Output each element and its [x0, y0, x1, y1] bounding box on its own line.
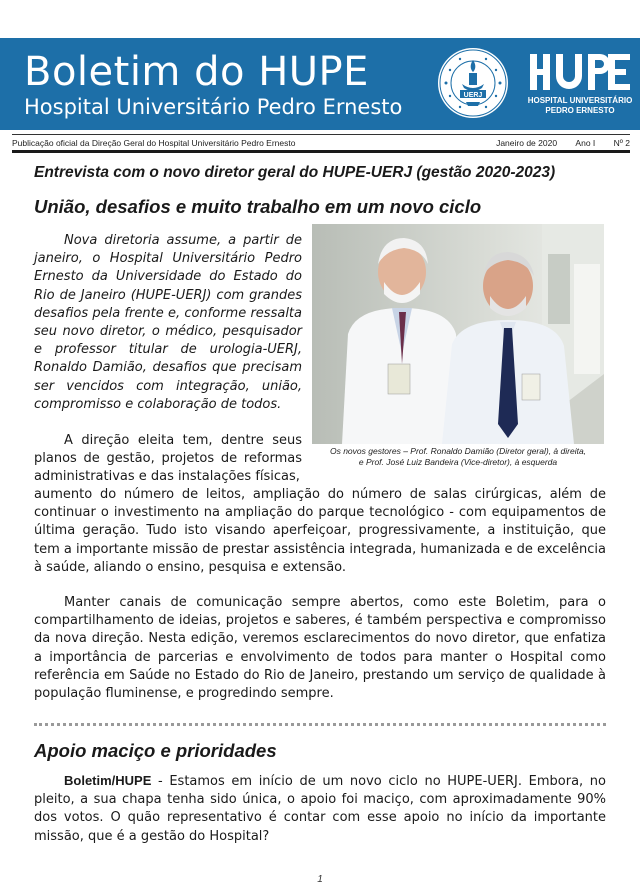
header-divider [12, 134, 630, 135]
uerj-seal-icon [436, 46, 510, 120]
masthead-banner [0, 38, 640, 130]
logo-caption-line2: PEDRO ERNESTO [545, 106, 615, 115]
issue-year: Ano I [575, 138, 596, 148]
page-number: 1 [317, 874, 323, 885]
photo-caption [312, 446, 604, 468]
article-paragraph-3: Manter canais de comunicação sempre abertos, como este Boletim, para o compartilhamento de ideias, projetos e saberes, é também perspectiva e compromisso da nova direção. Nesta edição, veremos esclarecimentos do novo diretor, que enfatiza a importância de parcerias e envolvimento de todos para manter o Hospital como referência em Saúde no Estado do Rio de Janeiro, prestando um serviço de qualidade à população fluminense, e progredindo sempre. [34, 595, 606, 702]
publication-note: Publicação oficial da Direção Geral do Hospital Universitário Pedro Ernesto [12, 138, 296, 148]
newsletter-subtitle: Hospital Universitário Pedro Ernesto [24, 95, 403, 119]
article-intro: Nova diretoria assume, a partir de janeiro, o Hospital Universitário Pedro Ernesto da Universidade do Estado do Rio de Janeiro (HUPE-UERJ) com grandes desafios pela frente e, conforme ressalta seu novo diretor, o médico, pesquisador e professor titular de urologia-UERJ, Ronaldo Damião, desafios que precisam ser vencidos com integração, união, compromisso e colaboração de todos. [34, 233, 302, 412]
header-thick-divider [12, 150, 630, 153]
issue-info [480, 136, 630, 150]
issue-number: Nº 2 [613, 138, 630, 148]
section-heading: Apoio maciço e prioridades [34, 740, 277, 761]
article-kicker: Entrevista com o novo diretor geral do HUPE-UERJ (gestão 2020-2023) [34, 164, 556, 181]
article-headline: União, desafios e muito trabalho em um novo ciclo [34, 196, 482, 217]
interview-question [34, 772, 606, 846]
logo-caption-line1: HOSPITAL UNIVERSITÁRIO [527, 96, 633, 105]
photo-caption-line2: e Prof. José Luiz Bandeira (Vice-diretor), à esquerda [358, 457, 558, 467]
newsletter-title: Boletim do HUPE [24, 49, 369, 95]
interview-question-text: - Estamos em início de um novo ciclo no HUPE-UERJ. Embora, no pleito, a sua chapa tenha sido única, o apoio foi maciço, com aproximadamente 90% dos votos. O quão representativo é contar com esse apoio no início da importante missão, que é a gestão do Hospital? [34, 774, 606, 844]
section-divider [34, 723, 606, 726]
article-paragraph-2-continued: aumento do número de leitos, ampliação do número de salas cirúrgicas, além de continuar o investimento na ampliação do parque tecnológico - com equipamentos de última geração. Tudo isto visando aperfeiçoar, progressivamente, a instituição, que tem a importante missão de prestar assistência integrada, humanizada e de excelência à saúde, aliando o ensino, pesquisa e extensão. [34, 487, 606, 575]
svg-text:UERJ: UERJ [463, 92, 483, 99]
interview-speaker: Boletim/HUPE [64, 773, 152, 788]
article-paragraph-2-start: A direção eleita tem, dentre seus planos de gestão, projetos de reformas administrativas e das instalações físicas, [34, 433, 302, 485]
issue-date: Janeiro de 2020 [496, 138, 558, 148]
directors-photo [312, 224, 604, 444]
hupe-logo-caption [524, 96, 636, 116]
photo-caption-line1: Os novos gestores – Prof. Ronaldo Damião (Diretor geral), à direita, [329, 446, 587, 456]
